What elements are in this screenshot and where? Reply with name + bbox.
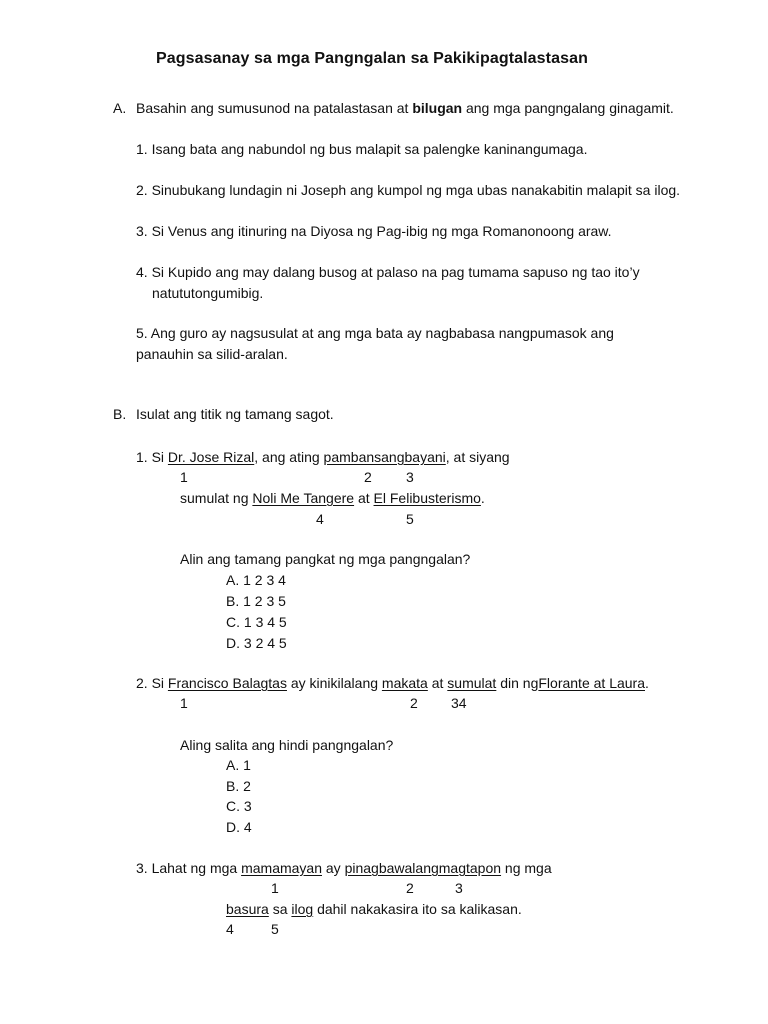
q1-term-2: pambansangbayani [323, 449, 446, 465]
q2-term-2: makata [381, 675, 428, 691]
q2-sentence: 2. Si Francisco Balagtas ay kinikilalang makata at sumulat din ngFlorante at Laura. [136, 675, 649, 691]
q3-term-5: ilog [291, 901, 314, 917]
q2-term-3: sumulat [447, 675, 497, 691]
q3-num-1: 1 [271, 880, 279, 896]
q3-term-1: mamamayan [241, 860, 322, 876]
section-a-item-5: 5. Ang guro ay nagsusulat at ang mga bata ay nagbabasa nangpumasok ang [136, 325, 614, 341]
section-b-letter: B. [113, 406, 127, 422]
q2-term-4: Florante at Laura [538, 675, 645, 691]
q1-term-1: Dr. Jose Rizal [167, 449, 255, 465]
q2-num-34: 34 [451, 695, 467, 711]
q1-num-4: 4 [316, 511, 324, 527]
q1-num-2: 2 [364, 469, 372, 485]
q1-sentence-line-1: 1. Si Dr. Jose Rizal, ang ating pambansangbayani, at siyang [136, 449, 510, 465]
q2-choice-b: B. 2 [226, 778, 251, 794]
q1-num-3: 3 [406, 469, 414, 485]
q3-term-4: basura [226, 901, 269, 917]
page-title: Pagsasanay sa mga Pangngalan sa Pakikipagtalastasan [156, 50, 588, 67]
q1-question: Alin ang tamang pangkat ng mga pangngalan? [180, 551, 471, 567]
q1-choice-b: B. 1 2 3 5 [226, 593, 286, 609]
q1-choice-a: A. 1 2 3 4 [226, 572, 286, 588]
q1-num-5: 5 [406, 511, 414, 527]
section-a-item-3: 3. Si Venus ang itinuring na Diyosa ng Pag-ibig ng mga Romanonoong araw. [136, 223, 612, 239]
section-a-item-4: 4. Si Kupido ang may dalang busog at palaso na pag tumama sapuso ng tao ito’y [136, 264, 640, 280]
q3-num-5: 5 [271, 921, 279, 937]
q1-num-1: 1 [180, 469, 188, 485]
q3-sentence-line-2: basura sa ilog dahil nakakasira ito sa kalikasan. [226, 901, 522, 917]
q1-choice-d: D. 3 2 4 5 [226, 635, 287, 651]
q1-term-5: El Felibusterismo [373, 490, 481, 506]
section-a-letter: A. [113, 100, 127, 116]
q2-num-1: 1 [180, 695, 188, 711]
q3-num-3: 3 [455, 880, 463, 896]
q1-choice-c: C. 1 3 4 5 [226, 614, 287, 630]
section-a-item-4-cont: natututongumibig. [152, 285, 264, 301]
section-a-item-2: 2. Sinubukang lundagin ni Joseph ang kumpol ng mga ubas nanakabitin malapit sa ilog. [136, 182, 681, 198]
q2-choice-d: D. 4 [226, 819, 252, 835]
section-b-instruction: Isulat ang titik ng tamang sagot. [136, 406, 334, 422]
q3-num-4: 4 [226, 921, 234, 937]
q2-question: Aling salita ang hindi pangngalan? [180, 737, 394, 753]
q3-num-2: 2 [406, 880, 414, 896]
q2-term-1: Francisco Balagtas [167, 675, 287, 691]
section-a-item-5-cont: panauhin sa silid-aralan. [136, 346, 288, 362]
q2-choice-a: A. 1 [226, 757, 251, 773]
q2-num-2: 2 [410, 695, 418, 711]
section-a-instruction: Basahin ang sumusunod na patalastasan at bilugan ang mga pangngalang ginagamit. [136, 100, 674, 116]
q3-sentence-line-1: 3. Lahat ng mga mamamayan ay pinagbawalangmagtapon ng mga [136, 860, 552, 876]
q3-term-2: pinagbawalangmagtapon [344, 860, 502, 876]
q1-term-4: Noli Me Tangere [252, 490, 355, 506]
q1-sentence-line-2: sumulat ng Noli Me Tangere at El Felibusterismo. [180, 490, 485, 506]
q2-choice-c: C. 3 [226, 798, 252, 814]
section-a-item-1: 1. Isang bata ang nabundol ng bus malapit sa palengke kaninangumaga. [136, 141, 588, 157]
